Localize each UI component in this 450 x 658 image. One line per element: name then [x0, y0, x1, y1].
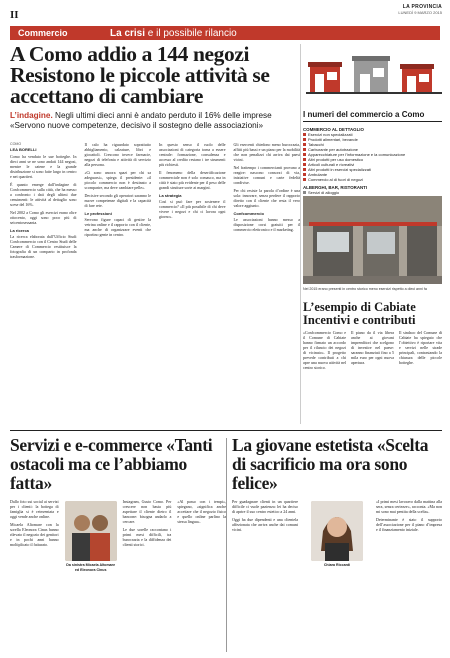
paragraph: Così si può fare per sostenere il commercio? «Il più possibile di chi deve vivere i negozi e chi ci lavora ogni giorno». [159, 199, 226, 219]
category-item-label: Prodotti alimentari, bevande [308, 137, 358, 142]
issue-date: LUNEDÌ 9 MARZO 2015 [398, 10, 442, 15]
masthead [398, 4, 442, 15]
paragraph: Il sindaco del Comune di Cabiate ha spiegato che l’obiettivo è riportare vita e servizi nelle strade principali, contrastando la chiusura delle piccole botteghe. [399, 330, 442, 365]
article-column [10, 499, 59, 649]
subhead-lead: L’indagine. [10, 111, 53, 120]
story-beautician [232, 436, 442, 649]
paragraph-subhead: Le professioni [84, 211, 112, 216]
paragraph: Como ha venduto le sue botteghe. In dieci anni se ne sono andati 144 negozi, mentre le catene e la grande distribuzione si sono fatte largo in centro e nei quartieri. [10, 154, 77, 179]
street-shop-photo [303, 196, 442, 284]
bullet-square-icon [303, 153, 306, 156]
bullet-square-icon [303, 148, 306, 151]
article-column [177, 499, 226, 649]
article-column-3 [159, 142, 226, 270]
side-story-body [303, 330, 442, 370]
paragraph: In questo senso il ruolo delle associazioni di categoria torna a essere centrale: formazione, consulenza e accesso al credito restano i tre strumenti più richiesti. [159, 142, 226, 167]
paragraph: «I primi mesi lavoravo dalla mattina alla sera, senza certezze», racconta. «Ma non mi sono mai pentita della scelta». [376, 499, 442, 514]
side-story-title: L’esempio di Cabiate Incentivi e contributi [303, 300, 416, 327]
category-item-label: Altri prodotti in esercizi specializzati [308, 167, 371, 172]
bullet-square-icon [303, 138, 306, 141]
story-ecommerce-title: Servizi e e-commerce «Tanti ostacoli ma ce l’abbiamo fatta» [10, 435, 213, 493]
category-item-label: Apparecchiature per l’informazione e la comunicazione [308, 152, 406, 157]
paragraph: Micaela Altomare con la sorella Eleonora Cinus hanno rilevato il negozio dei genitori e in pochi anni hanno moltiplicato il fatturato. [10, 522, 59, 547]
shop-icon [308, 62, 342, 92]
paragraph: È quanto emerge dall’indagine di Confcommercio sulla città, che ha messo a confronto i dati degli ultimi due censimenti: le attività al dettaglio sono scese del 16%. [10, 182, 77, 207]
paragraph: Nel 2002 a Como gli esercizi erano oltre ottocento, oggi sono poco più di seicentosessanta. [10, 210, 77, 225]
paragraph: «Confcommercio Como e il Comune di Cabiate hanno firmato un accordo per il rilancio dei negozi di vicinato». Il progetto prevede contributi a chi apre una nuova attività nel centro storico. [303, 330, 346, 370]
page-number: II [10, 9, 19, 21]
paragraph: Il fenomeno della desertificazione commerciale non è solo comasco, ma in città è stato più evidente per il peso delle grandi strutture sorte ai margini. [159, 170, 226, 190]
bullet-square-icon [303, 168, 306, 171]
article-column-4 [234, 142, 301, 270]
byline: LEA BORELLI [10, 147, 37, 152]
paragraph: Per chi resiste la parola d’ordine è una sola: innovare, senza perdere il rapporto diretto con il cliente che resta il vero valore aggiunto. [233, 188, 300, 208]
rubric-bold: La crisi [110, 27, 146, 39]
article-column [232, 499, 298, 649]
article-column [376, 499, 442, 649]
paragraph: «Ci sono ancora spazi per chi sa adeguarsi», spiega il presidente: «il piccolo commercio non è destinato a scomparire, ma deve cambiare pelle». [84, 170, 151, 190]
article-column [123, 499, 172, 649]
newspaper-name: LA PROVINCIA [402, 4, 442, 10]
dateline: COMO [10, 142, 22, 146]
bullet-square-icon [303, 158, 306, 161]
story-beautician-body [232, 499, 442, 649]
main-article-body [10, 142, 300, 270]
category-item-label: Servizi di alloggio [308, 190, 340, 195]
category-item-label: Articoli culturali e ricreativi [308, 162, 355, 167]
paragraph: Oggi ha due dipendenti e una clientela affezionata che arriva anche dai comuni vicini. [232, 517, 298, 532]
paragraph-subhead: Confcommercio [233, 211, 264, 216]
numbers-box-title: I numeri del commercio a Como [303, 110, 442, 122]
main-headline: A Como addio a 144 negozi Resistono le piccole attività se accettano di cambiare [10, 42, 270, 108]
bullet-square-icon [303, 173, 306, 176]
category-item-label: Commercio al di fuori di negozi [308, 177, 363, 182]
paragraph: Il calo ha riguardato soprattutto abbigliamento, calzature, libri e giocattoli. Crescono invece farmacie, negozi di telefonia e attività di servizio alla persona. [84, 142, 151, 167]
bullet-square-icon [303, 163, 306, 166]
paragraph: Instagram, Gusto Como. Per crescere non basta più aspettare il cliente dietro il bancone: bisogna andarlo a cercare. [122, 499, 172, 524]
article-column-2 [85, 142, 152, 270]
category-item-label: Altri prodotti per uso domestico [308, 157, 364, 162]
paragraph: Per guadagnare clienti in un quartiere difficile ci vuole pazienza: lei ha deciso di aprire il suo centro estetico a 24 anni. [232, 499, 298, 514]
category-item-label: Ambulante [308, 172, 328, 177]
article-column [304, 499, 370, 649]
photo-caption: Nel 2015 erano presenti in centro storico meno esercizi rispetto a dieci anni fa [303, 287, 427, 291]
section-bar [10, 26, 440, 40]
paragraph-subhead: La ricerca [10, 228, 29, 233]
category-heading: ALBERGHI, BAR, RISTORANTI [303, 185, 368, 190]
main-subhead [10, 111, 300, 131]
section-divider [10, 430, 442, 431]
bullet-square-icon [303, 133, 306, 136]
paragraph: Determinante è stato il supporto dell’associazione per il piano d’impresa e il finanziamento iniziale. [376, 517, 442, 532]
article-column [65, 499, 117, 649]
category-item-label: Carburante per autotrazione [308, 147, 359, 152]
paragraph: Decisive secondo gli operatori saranno le nuove competenze digitali e la capacità di fare rete. [84, 193, 151, 208]
category-heading: COMMERCIO AL DETTAGLIO [303, 127, 364, 132]
beautician-photo [311, 501, 363, 561]
paragraph: Le associazioni hanno messo a disposizione corsi gratuiti per il commercio elettronico e il marketing. [233, 217, 300, 232]
subhead-text: Negli ultimi dieci anni è andato perduto il 16% delle imprese «Servono nuove competenze, decisivo il sostegno delle associazioni» [10, 111, 272, 130]
shops-illustration [306, 52, 442, 97]
paragraph: Il piano da il via libera anche ai giovani imprenditori che scelgono di investire nel paese: saranno finanziati fino a 5 mila euro per ogni nuova apertura. [351, 330, 394, 365]
rubric-rest: e il possibile rilancio [145, 27, 237, 39]
paragraph: Servono figure capaci di gestire la vetrina online e il rapporto con il cliente, ma anche di organizzare eventi che riportino gente in centro. [84, 217, 151, 237]
article-column-1 [10, 142, 77, 270]
paragraph: Nel frattempo i commercianti provano a reagire: nascono consorzi di via, iniziative comuni e carte fedeltà condivise. [233, 165, 300, 185]
story-ecommerce-body [10, 499, 226, 649]
bullet-square-icon [303, 178, 306, 181]
shop-icon [400, 64, 434, 92]
bullet-square-icon [303, 143, 306, 146]
category-item-label: Esercizi non specializzati [308, 132, 353, 137]
column-divider [226, 438, 227, 652]
paragraph-subhead: La strategia [159, 193, 182, 198]
paragraph: Dallo foto sui social ai servizi per i clienti: la bottega di famiglia si è reinventata e oggi vende anche online. [10, 499, 59, 519]
paragraph: Gli esercenti chiedono meno burocrazia, affitti più bassi e un piano per la mobilità che non penalizzi chi arriva dai paesi vicini. [233, 142, 300, 162]
shop-icon [352, 56, 390, 92]
photo-caption: Da sinistra Micaela Altomare ed Eleonora Cinus [66, 563, 116, 572]
story-beautician-title: La giovane estetista «Scelta di sacrificio ma ora sono felice» [232, 435, 429, 493]
category-item-label: Tabacchi [308, 142, 324, 147]
category-item [303, 177, 442, 182]
paragraph: Le due sorelle raccontano i primi mesi difficili, tra burocrazia e la diffidenza dei clienti storici. [122, 527, 172, 547]
side-story [303, 301, 442, 370]
sisters-photo [65, 501, 117, 561]
column-divider [300, 44, 301, 424]
section-name: Commercio [18, 28, 68, 38]
photo-caption: Chiara Riccardi [323, 563, 351, 567]
bullet-square-icon [303, 191, 306, 194]
paragraph: «Al passo con i tempi», spiegano, «significa anche accettare che il negozio fisico e quello online parlino la stessa lingua». [177, 499, 226, 524]
paragraph: La ricerca elaborata dall’Ufficio Studi Confcommercio con il Centro Studi delle Camere di Commercio restituisce la fotografia di un comparto in profonda trasformazione. [10, 234, 77, 259]
story-ecommerce [10, 436, 226, 649]
section-rubric [110, 28, 237, 39]
